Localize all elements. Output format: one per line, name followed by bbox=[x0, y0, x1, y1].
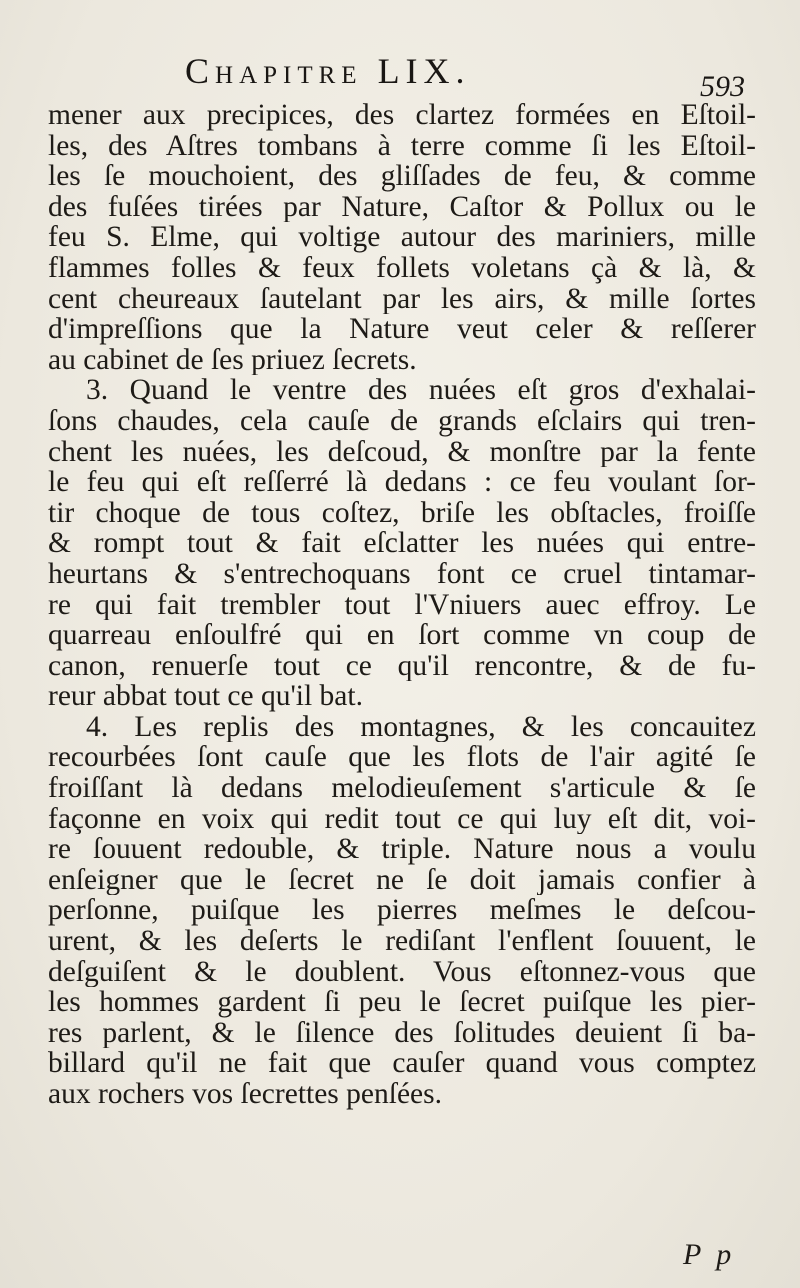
text-line: ſons chaudes, cela cauſe de grands eſclairs qui tren- bbox=[48, 405, 756, 437]
text-line: deſguiſent & le doublent. Vous eſtonnez-vous que bbox=[48, 956, 756, 988]
text-line: res parlent, & le ſilence des ſolitudes deuient ſi ba- bbox=[48, 1017, 756, 1049]
text-line: aux rochers vos ſecrettes penſées. bbox=[48, 1079, 442, 1110]
text-line: tir choque de tous coſtez, briſe les obſtacles, froiſſe bbox=[48, 497, 756, 529]
text-line: au cabinet de ſes priuez ſecrets. bbox=[48, 344, 417, 376]
text-line: 3. Quand le ventre des nuées eſt gros d'exhalai- bbox=[86, 375, 756, 406]
text-line: perſonne, puiſque les pierres meſmes le deſcou- bbox=[48, 895, 756, 927]
text-line: re ſouuent redouble, & triple. Nature nous a voulu bbox=[48, 834, 756, 865]
text-line: enſeigner que le ſecret ne ſe doit jamais confier à bbox=[48, 864, 756, 896]
text-line: recourbées ſont cauſe que les flots de l'air agité ſe bbox=[48, 742, 756, 774]
text-line: flammes folles & feux follets voletans çà & là, & bbox=[48, 252, 756, 284]
text-line: chent les nuées, les deſcoud, & monſtre par la fente bbox=[48, 436, 756, 468]
text-line: des fuſées tirées par Nature, Caſtor & Pollux ou le bbox=[48, 191, 756, 223]
text-line: billard qu'il ne fait que cauſer quand vous comptez bbox=[48, 1048, 756, 1079]
text-line: cent cheureaux ſautelant par les airs, & mille ſortes bbox=[48, 283, 756, 315]
text-line: & rompt tout & fait eſclatter les nuées qui entre- bbox=[48, 528, 756, 559]
text-line: heurtans & s'entrechoquans font ce cruel tintamar- bbox=[48, 558, 756, 590]
text-line: 4. Les replis des montagnes, & les concauitez bbox=[86, 711, 756, 743]
text-line: les hommes gardent ſi peu le ſecret puiſque les pier- bbox=[48, 987, 756, 1018]
page-number: 593 bbox=[700, 70, 745, 103]
running-head: Chapitre LIX. bbox=[185, 51, 471, 91]
text-line: quarreau enſoulfré qui en ſort comme vn coup de bbox=[48, 620, 756, 651]
text-line: les ſe mouchoient, des gliſſades de feu, & comme bbox=[48, 161, 756, 192]
text-line: re qui fait trembler tout l'Vniuers auec effroy. Le bbox=[48, 589, 756, 621]
text-line: canon, renuerſe tout ce qu'il rencontre, & de fu- bbox=[48, 650, 756, 682]
text-line: le feu qui eſt reſſerré là dedans : ce feu voulant ſor- bbox=[48, 467, 756, 498]
text-line: d'impreſſions que la Nature veut celer & reſſerer bbox=[48, 314, 756, 345]
text-line: les, des Aſtres tombans à terre comme ſi les Eſtoil- bbox=[48, 130, 756, 162]
catchword: P p bbox=[683, 1238, 736, 1271]
text-line: mener aux precipices, des clartez formées en Eſtoil- bbox=[48, 100, 756, 131]
text-line: reur abbat tout ce qu'il bat. bbox=[48, 681, 363, 712]
text-line: façonne en voix qui redit tout ce qui luy eſt dit, voi- bbox=[48, 803, 756, 835]
text-line: urent, & les deſerts le rediſant l'enflent ſouuent, le bbox=[48, 926, 756, 957]
text-line: froiſſant là dedans melodieuſement s'articule & ſe bbox=[48, 773, 756, 804]
body-text bbox=[48, 100, 756, 1110]
text-line: feu S. Elme, qui voltige autour des mariniers, mille bbox=[48, 222, 756, 253]
